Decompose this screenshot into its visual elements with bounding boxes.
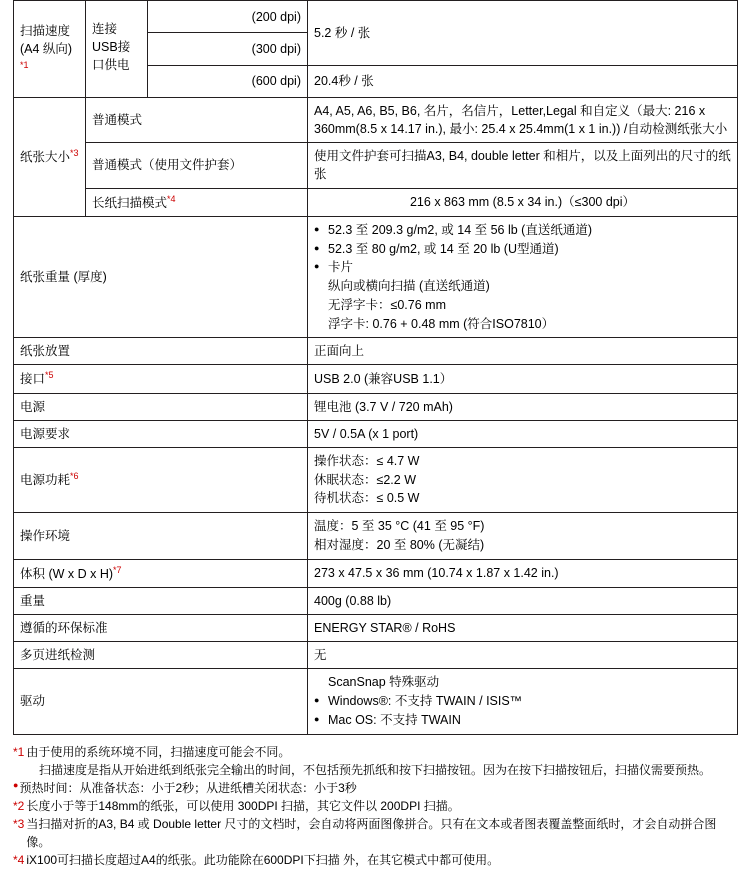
table-row xyxy=(14,587,738,614)
footnote-mark: *3 xyxy=(13,816,25,831)
specifications-table xyxy=(13,0,738,735)
cell-paper-size-carrier-label: 普通模式（使用文件护套） xyxy=(86,143,308,188)
table-row xyxy=(14,365,738,393)
list-item: ● 52.3 至 209.3 g/m2, 或 14 至 56 lb (直送纸通道) xyxy=(314,221,731,240)
footnote-mark: *5 xyxy=(45,370,54,381)
footnote-1 xyxy=(13,743,737,761)
footnote-2 xyxy=(13,797,737,815)
text-line: 操作状态：≤ 4.7 W xyxy=(314,453,420,468)
table-row xyxy=(14,513,738,560)
row-label-driver: 驱动 xyxy=(14,669,308,734)
row-label-environmental-standards: 遵循的环保标准 xyxy=(14,615,308,642)
cell-paper-placement-value: 正面向上 xyxy=(308,338,738,365)
cell-interface-value: USB 2.0 (兼容USB 1.1） xyxy=(308,365,738,393)
list-item: ScanSnap 特殊驱动 xyxy=(328,675,440,690)
text-line: 温度：5 至 35 °C (41 至 95 °F) xyxy=(314,519,485,534)
row-label-paper-size: 纸张大小$^{*3}$ xyxy=(14,98,86,217)
footnotes xyxy=(13,743,737,869)
cell-environmental-standards-value: ENERGY STAR® / RoHS xyxy=(308,615,738,642)
footnote-mark: *3 xyxy=(70,148,79,159)
text-line: 休眠状态：≤2.2 W xyxy=(314,472,417,487)
footnote-1-cont xyxy=(13,761,737,779)
footnote-text: 由于使用的系统环境不同，扫描速度可能会不同。 xyxy=(26,744,291,759)
row-label-multifeed-detection: 多页进纸检测 xyxy=(14,642,308,669)
list-item: 浮字卡: 0.76 + 0.48 mm (符合ISO7810） xyxy=(328,316,555,331)
cell-paper-size-long-value: 216 x 863 mm (8.5 x 34 in.)（≤300 dpi） xyxy=(308,188,738,216)
table-row xyxy=(14,642,738,669)
footnote-mark: *1 xyxy=(20,60,29,71)
cell-paper-size-normal-value: A4, A5, A6, B5, B6, 名片，名信片，Letter,Legal 和自定义（最大: 216 x 360mm(8.5 x 14.17 in.), 最小: 25.4 x 25.4mm(1 x 1 in.)) /自动检测纸张大小 xyxy=(308,98,738,143)
footnote-4 xyxy=(13,851,737,869)
cell-dpi-200-label: (200 dpi) xyxy=(148,1,308,33)
table-row xyxy=(14,669,738,734)
cell-paper-weight-value xyxy=(308,216,738,338)
cell-power-source-value: 锂电池 (3.7 V / 720 mAh) xyxy=(308,393,738,420)
text-line: 待机状态：≤ 0.5 W xyxy=(314,491,420,506)
driver-list xyxy=(314,673,731,729)
table-row xyxy=(14,98,738,143)
table-row xyxy=(14,447,738,512)
cell-driver-value xyxy=(308,669,738,734)
footnote-mark: *4 xyxy=(167,193,176,204)
table-row xyxy=(14,216,738,338)
cell-dpi-600-value: 20.4秒 / 张 xyxy=(308,65,738,97)
table-row xyxy=(14,615,738,642)
footnote-mark: *1 xyxy=(13,744,25,759)
paper-weight-list xyxy=(314,221,731,334)
row-label-paper-placement: 纸张放置 xyxy=(14,338,308,365)
cell-paper-size-normal-label: 普通模式 xyxy=(86,98,308,143)
cell-paper-size-long-label: 长纸扫描模式$^{*4}$ xyxy=(86,188,308,216)
footnote-mark: *7 xyxy=(113,564,122,575)
cell-dpi-200-value: 5.2 秒 / 张 xyxy=(308,1,738,66)
text-line: 相对湿度：20 至 80% (无凝结) xyxy=(314,537,485,552)
cell-dimensions-value: 273 x 47.5 x 36 mm (10.74 x 1.87 x 1.42 in.) xyxy=(308,559,738,587)
footnote-text: 扫描速度是指从开始进纸到纸张完全输出的时间，不包括预先抓纸和按下扫描按钮。因为在按下扫描按钮后，扫描仪需要预热。 xyxy=(39,762,712,777)
cell-dpi-300-label: (300 dpi) xyxy=(148,33,308,65)
row-label-operating-environment: 操作环境 xyxy=(14,513,308,560)
cell-operating-environment-value xyxy=(308,513,738,560)
footnote-text: iX100可扫描长度超过A4的纸张。此功能除在600DPI下扫描 外，在其它模式中都可使用。 xyxy=(26,852,500,867)
footnote-text: 当扫描对折的A3, B4 或 Double letter 尺寸的文档时，会自动将两面图像拼合。只有在文本或者图表覆盖整面纸时，才会自动拼合图像。 xyxy=(26,816,717,849)
bullet-icon: ● xyxy=(13,779,19,790)
table-row xyxy=(14,420,738,447)
row-label-interface: 接口$^{*5}$ xyxy=(14,365,308,393)
list-item: ● 52.3 至 80 g/m2, 或 14 至 20 lb (U型通道) xyxy=(314,240,731,259)
row-label-power-consumption: 电源功耗$^{*6}$ xyxy=(14,447,308,512)
footnote-warmup xyxy=(13,779,737,797)
table-row xyxy=(14,1,738,33)
row-label-power-source: 电源 xyxy=(14,393,308,420)
footnote-mark: *4 xyxy=(13,852,25,867)
list-item: ● 卡片 xyxy=(314,258,731,277)
cell-dpi-600-label: (600 dpi) xyxy=(148,65,308,97)
cell-multifeed-detection-value: 无 xyxy=(308,642,738,669)
footnote-mark: *6 xyxy=(70,471,79,482)
list-item: ● Windows®: 不支持 TWAIN / ISIS™ xyxy=(314,692,731,711)
cell-weight-value: 400g (0.88 lb) xyxy=(308,587,738,614)
row-label-scan-speed: 扫描速度 (A4 纵向) *1 xyxy=(14,1,86,98)
table-row xyxy=(14,559,738,587)
cell-paper-size-carrier-value: 使用文件护套可扫描A3, B4, double letter 和相片，以及上面列出的尺寸的纸张 xyxy=(308,143,738,188)
table-row xyxy=(14,393,738,420)
cell-power-requirement-value: 5V / 0.5A (x 1 port) xyxy=(308,420,738,447)
row-label-power-requirement: 电源要求 xyxy=(14,420,308,447)
row-label-paper-weight: 纸张重量 (厚度) xyxy=(14,216,308,338)
list-item: ● Mac OS: 不支持 TWAIN xyxy=(314,711,731,730)
table-row xyxy=(14,188,738,216)
list-item: 无浮字卡：≤0.76 mm xyxy=(328,297,446,312)
footnote-text: 预热时间：从准备状态：小于2秒；从进纸槽关闭状态：小于3秒 xyxy=(19,780,357,795)
cell-power-consumption-value xyxy=(308,447,738,512)
footnote-3 xyxy=(13,815,737,851)
row-label-dimensions: 体积 (W x D x H)$^{*7}$ xyxy=(14,559,308,587)
row-sublabel-usb-power: 连接 USB接口供电 xyxy=(86,1,148,98)
table-row xyxy=(14,143,738,188)
footnote-mark: *2 xyxy=(13,798,25,813)
row-label-weight: 重量 xyxy=(14,587,308,614)
list-item: 纵向或横向扫描 (直送纸通道) xyxy=(328,279,490,294)
footnote-text: 长度小于等于148mm的纸张，可以使用 300DPI 扫描，其它文件以 200DPI 扫描。 xyxy=(26,798,460,813)
table-row xyxy=(14,338,738,365)
